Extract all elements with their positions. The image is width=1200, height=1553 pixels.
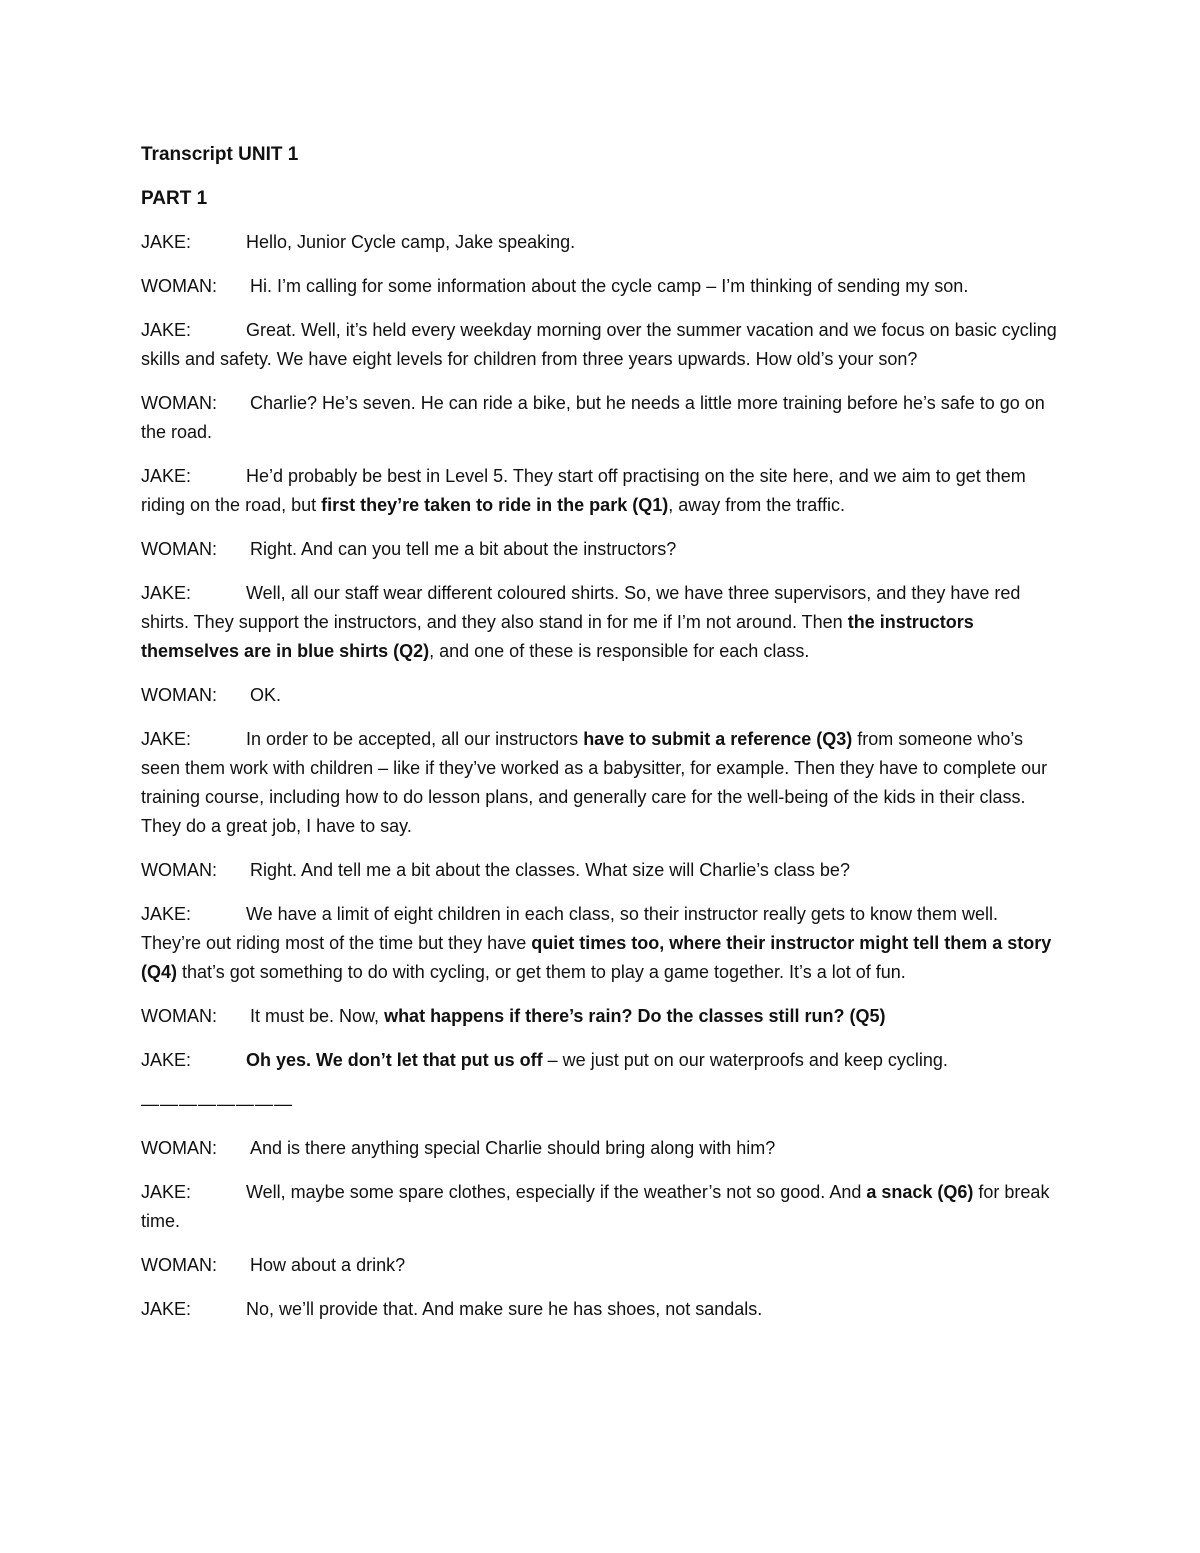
answer-highlight: what happens if there’s rain? Do the classes still run? (Q5) xyxy=(384,1006,886,1026)
dialogue-turn xyxy=(141,1295,1061,1324)
dialogue-text: for break time. xyxy=(141,1182,1050,1231)
dialogue-text: We have a limit of eight children in each class, so their instructor really gets to know them well. They’re out riding most of the time but they have xyxy=(141,904,999,953)
dialogue-text: Hello, Junior Cycle camp, Jake speaking. xyxy=(246,232,576,252)
answer-highlight: the instructors themselves are in blue shirts (Q2) xyxy=(141,612,974,661)
dialogue-text: , and one of these is responsible for each class. xyxy=(429,641,810,661)
dialogue-turn xyxy=(141,900,1061,987)
speaker-label: WOMAN: xyxy=(141,1006,217,1026)
speaker-label: JAKE: xyxy=(141,466,192,486)
dialogue-turn xyxy=(141,316,1061,374)
dialogue-turn xyxy=(141,1134,1061,1163)
speaker-label: JAKE: xyxy=(141,904,192,924)
speaker-label: WOMAN: xyxy=(141,539,217,559)
transcript-body xyxy=(141,140,1061,1339)
dialogue-section-2 xyxy=(141,1134,1061,1324)
speaker-label: WOMAN: xyxy=(141,276,217,296)
speaker-label: WOMAN: xyxy=(141,1138,217,1158)
dialogue-turn xyxy=(141,1046,1061,1075)
dialogue-text: And is there anything special Charlie should bring along with him? xyxy=(250,1138,776,1158)
part-heading: PART 1 xyxy=(141,188,208,209)
dialogue-text: Right. And can you tell me a bit about the instructors? xyxy=(250,539,677,559)
dialogue-text: It must be. Now, xyxy=(250,1006,385,1026)
dialogue-turn xyxy=(141,681,1061,710)
speaker-label: WOMAN: xyxy=(141,1255,217,1275)
speaker-label: WOMAN: xyxy=(141,685,217,705)
dialogue-text: In order to be accepted, all our instructors xyxy=(246,729,584,749)
dialogue-section-1 xyxy=(141,228,1061,1075)
dialogue-text: How about a drink? xyxy=(250,1255,406,1275)
dialogue-turn xyxy=(141,725,1061,841)
dialogue-turn xyxy=(141,1251,1061,1280)
speaker-label: JAKE: xyxy=(141,1182,192,1202)
dialogue-text: from someone who’s seen them work with children – like if they’ve worked as a babysitter, for example. Then they have to complete our training course, including how to do lesson plans, and generally care for the well-being of the kids in their class. They do a great job, I have to say. xyxy=(141,729,1048,836)
section-divider: ———————— xyxy=(141,1094,293,1114)
dialogue-text: No, we’ll provide that. And make sure he has shoes, not sandals. xyxy=(246,1299,763,1319)
dialogue-text: Well, all our staff wear different coloured shirts. So, we have three supervisors, and they have red shirts. They support the instructors, and they also stand in for me if I’m not around. Then xyxy=(141,583,1021,632)
dialogue-turn xyxy=(141,1178,1061,1236)
dialogue-text: Charlie? He’s seven. He can ride a bike, but he needs a little more training before he’s safe to go on the road. xyxy=(141,393,1045,442)
dialogue-text: He’d probably be best in Level 5. They start off practising on the site here, and we aim to get them riding on the road, but xyxy=(141,466,1026,515)
answer-highlight: Oh yes. We don’t let that put us off xyxy=(246,1050,543,1070)
dialogue-turn xyxy=(141,462,1061,520)
speaker-label: WOMAN: xyxy=(141,393,217,413)
answer-highlight: a snack (Q6) xyxy=(866,1182,974,1202)
dialogue-text: OK. xyxy=(250,685,282,705)
dialogue-text: Right. And tell me a bit about the classes. What size will Charlie’s class be? xyxy=(250,860,850,880)
document-title: Transcript UNIT 1 xyxy=(141,144,299,165)
speaker-label: JAKE: xyxy=(141,232,192,252)
answer-highlight: first they’re taken to ride in the park (Q1) xyxy=(321,495,669,515)
speaker-label: JAKE: xyxy=(141,729,192,749)
dialogue-turn xyxy=(141,856,1061,885)
speaker-label: WOMAN: xyxy=(141,860,217,880)
dialogue-text: Great. Well, it’s held every weekday morning over the summer vacation and we focus on basic cycling skills and safety. We have eight levels for children from three years upwards. How old’s your son? xyxy=(141,320,1057,369)
dialogue-text: , away from the traffic. xyxy=(668,495,845,515)
dialogue-text: Well, maybe some spare clothes, especially if the weather’s not so good. And xyxy=(246,1182,867,1202)
dialogue-turn xyxy=(141,579,1061,666)
speaker-label: JAKE: xyxy=(141,320,192,340)
dialogue-turn xyxy=(141,535,1061,564)
dialogue-text: Hi. I’m calling for some information about the cycle camp – I’m thinking of sending my son. xyxy=(250,276,969,296)
speaker-label: JAKE: xyxy=(141,583,192,603)
dialogue-turn xyxy=(141,389,1061,447)
speaker-label: JAKE: xyxy=(141,1299,192,1319)
speaker-label: JAKE: xyxy=(141,1050,192,1070)
answer-highlight: quiet times too, where their instructor might tell them a story (Q4) xyxy=(141,933,1052,982)
dialogue-turn xyxy=(141,1002,1061,1031)
dialogue-text: – we just put on our waterproofs and keep cycling. xyxy=(542,1050,948,1070)
answer-highlight: have to submit a reference (Q3) xyxy=(583,729,853,749)
dialogue-turn xyxy=(141,272,1061,301)
dialogue-turn xyxy=(141,228,1061,257)
dialogue-text: that’s got something to do with cycling, or get them to play a game together. It’s a lot of fun. xyxy=(177,962,906,982)
